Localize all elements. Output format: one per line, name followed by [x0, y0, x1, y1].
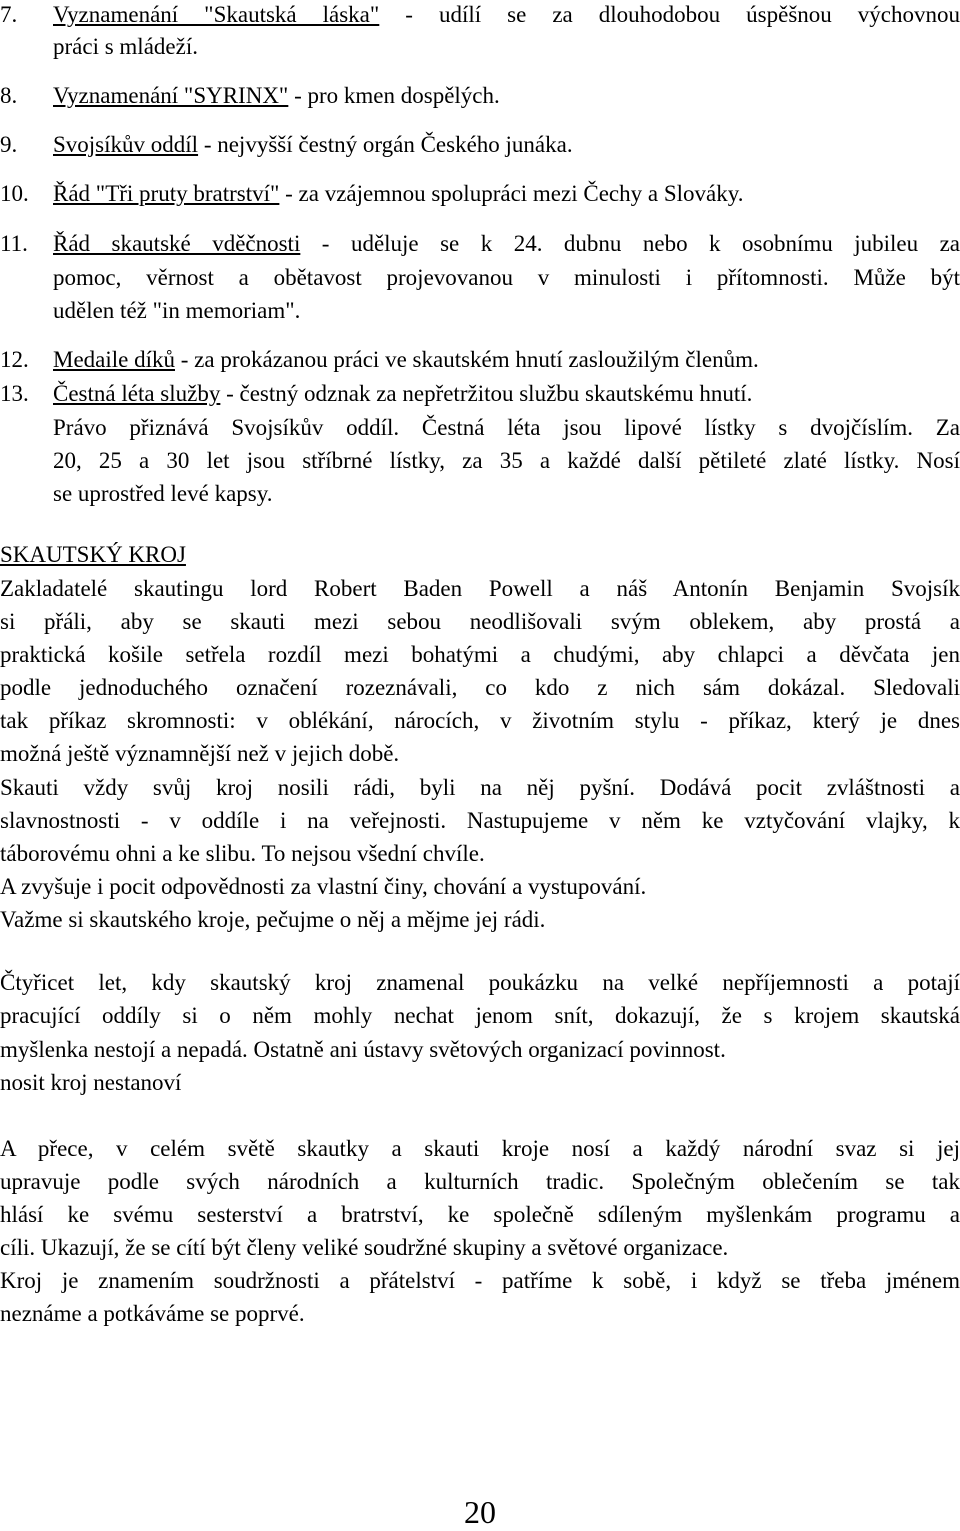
paragraph-line: Važme si skautského kroje, pečujme o něj a mějme jej rádi.	[0, 907, 546, 932]
list-item-11-continuation-2: udělen též "in memoriam".	[53, 298, 301, 323]
paragraph-line: A přece, v celém světě skautky a skauti kroje nosí a každý národní svaz si jej	[0, 1136, 960, 1161]
award-link[interactable]: Medaile díků	[53, 347, 175, 372]
list-item-7	[0, 0, 960, 30]
paragraph-line: cíli. Ukazují, že se cítí být členy veliké soudržné skupiny a světové organizace.	[0, 1235, 729, 1260]
paragraph-line: Skauti vždy svůj kroj nosili rádi, byli na něj pyšní. Dodává pocit zvláštnosti a	[0, 775, 960, 800]
paragraph-line: si přáli, aby se skauti mezi sebou neodlišovali svým oblekem, aby prostá a	[0, 609, 960, 634]
section-heading: SKAUTSKÝ KROJ	[0, 542, 186, 567]
item-number: 9.	[0, 132, 18, 157]
item-number: 8.	[0, 83, 18, 108]
award-link[interactable]: Vyznamenání "SYRINX"	[53, 83, 289, 108]
list-item-8	[0, 81, 960, 111]
list-item-11-continuation-1: pomoc, věrnost a obětavost projevovanou v minulosti i přítomnosti. Může být	[53, 265, 960, 290]
award-link[interactable]: Svojsíkův oddíl	[53, 132, 199, 157]
item-text: - udílí se za dlouhodobou úspěšnou výchovnou	[379, 2, 960, 27]
item-number: 12.	[0, 347, 29, 372]
award-link[interactable]: Čestná léta služby	[53, 381, 221, 406]
paragraph-line: praktická košile setřela rozdíl mezi bohatými a chudými, aby chlapci a děvčata jen	[0, 642, 960, 667]
paragraph-line: Kroj je znamením soudržnosti a přátelství - patříme k sobě, i když se třeba jménem	[0, 1268, 960, 1293]
list-item-13-continuation-2: 20, 25 a 30 let jsou stříbrné lístky, za 35 a každé další pětileté zlaté lístky. Nosí	[53, 448, 960, 473]
list-item-13	[0, 379, 960, 409]
list-item-10	[0, 179, 960, 209]
paragraph-line: slavnostnosti - v oddíle i na veřejnosti. Nastupujeme v něm ke vztyčování vlajky, k	[0, 808, 960, 833]
list-item-9	[0, 130, 960, 160]
paragraph-line: táborovému ohni a ke slibu. To nejsou všední chvíle.	[0, 841, 485, 866]
paragraph-line: Čtyřicet let, kdy skautský kroj znamenal poukázku na velké nepříjemnosti a potají	[0, 970, 960, 995]
item-number: 7.	[0, 2, 18, 27]
list-item-13-continuation-1: Právo přiznává Svojsíkův oddíl. Čestná léta jsou lipové lístky s dvojčíslím. Za	[53, 415, 960, 440]
paragraph-line: myšlenka nestojí a nepadá. Ostatně ani ústavy světových organizací povinnost.	[0, 1037, 726, 1062]
paragraph-line: tak příkaz skromnosti: v oblékání, nárocích, v životním stylu - příkaz, který je dnes	[0, 708, 960, 733]
paragraph-line: hlásí ke svému sesterství a bratrství, ke společně sdíleným myšlenkám programu a	[0, 1202, 960, 1227]
paragraph-line: A zvyšuje i pocit odpovědnosti za vlastní činy, chování a vystupování.	[0, 874, 647, 899]
item-text: - za vzájemnou spolupráci mezi Čechy a Slováky.	[279, 181, 744, 206]
list-item-11	[0, 229, 960, 259]
item-text: - nejvyšší čestný orgán Českého junáka.	[198, 132, 573, 157]
paragraph-line: podle jednoduchého označení rozeznávali, co kdo z nich sám dokázal. Sledovali	[0, 675, 960, 700]
page-number: 20	[464, 1494, 496, 1530]
award-link[interactable]: Řád skautské vděčnosti	[53, 231, 301, 256]
paragraph-line: neznáme a potkáváme se poprvé.	[0, 1301, 305, 1326]
item-number: 10.	[0, 181, 29, 206]
item-text: - čestný odznak za nepřetržitou službu skautskému hnutí.	[220, 381, 753, 406]
item-number: 11.	[0, 231, 28, 256]
list-item-13-continuation-3: se uprostřed levé kapsy.	[53, 481, 273, 506]
paragraph-line: nosit kroj nestanoví	[0, 1070, 182, 1095]
paragraph-line: možná ještě významnější než v jejich době.	[0, 741, 400, 766]
paragraph-line: pracující oddíly si o něm mohly nechat jenom snít, dokazují, že s krojem skautská	[0, 1003, 960, 1028]
list-item-12	[0, 345, 960, 375]
paragraph-line: Zakladatelé skautingu lord Robert Baden Powell a náš Antonín Benjamin Svojsík	[0, 576, 960, 601]
item-text: - pro kmen dospělých.	[288, 83, 500, 108]
award-link[interactable]: Řád "Tři pruty bratrství"	[53, 181, 280, 206]
item-number: 13.	[0, 381, 29, 406]
award-link[interactable]: Vyznamenání "Skautská láska"	[53, 2, 380, 27]
item-text: - za prokázanou práci ve skautském hnutí zasloužilým členům.	[175, 347, 759, 372]
item-text: - uděluje se k 24. dubnu nebo k osobnímu jubileu za	[300, 231, 960, 256]
paragraph-line: upravuje podle svých národních a kulturních tradic. Společným oblečením se tak	[0, 1169, 960, 1194]
list-item-7-continuation: práci s mládeží.	[53, 34, 198, 59]
